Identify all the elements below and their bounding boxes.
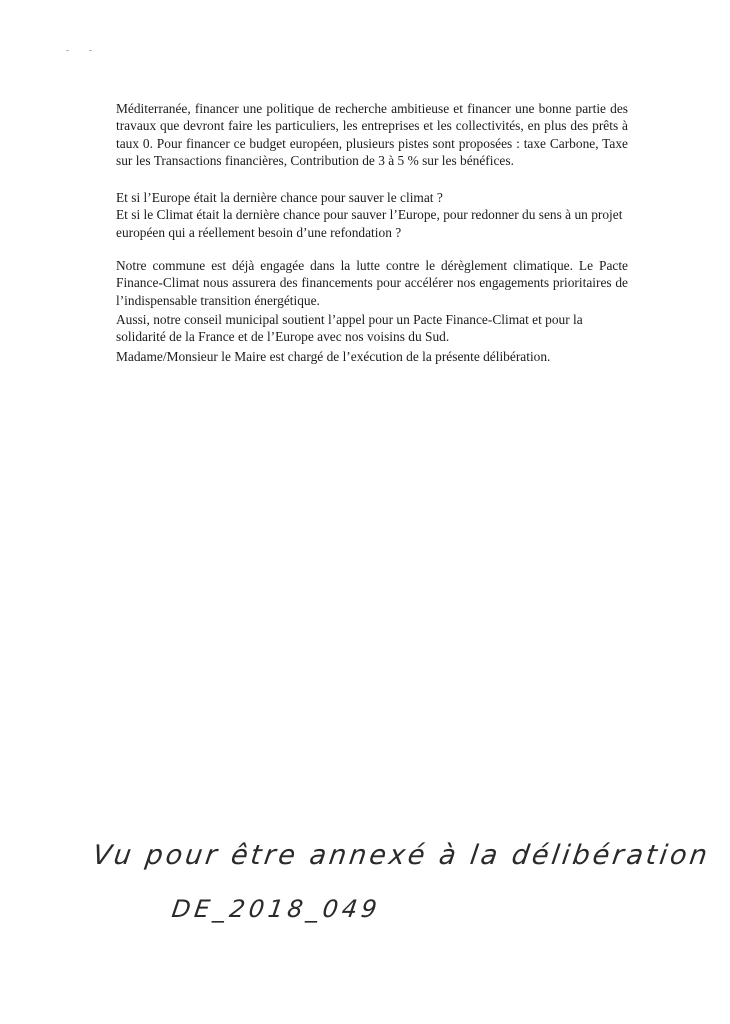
paragraph-execution	[116, 348, 628, 365]
paragraph-support	[116, 311, 628, 346]
paragraph-text: Aussi, notre conseil municipal soutient l’appel pour un Pacte Finance-Climat et pour la solidarité de la France et de l’Europe avec nos voisins du Sud.	[116, 312, 583, 345]
scan-artifact-mark	[89, 50, 92, 51]
scan-artifact-mark	[66, 50, 69, 51]
question-europe-climate: Et si l’Europe était la dernière chance pour sauver le climat ?	[116, 190, 443, 205]
paragraph-text: Madame/Monsieur le Maire est chargé de l’exécution de la présente délibération.	[116, 349, 551, 364]
paragraph-questions	[116, 189, 628, 241]
paragraph-text: Méditerranée, financer une politique de recherche ambitieuse et financer une bonne partie des travaux que devront faire les particuliers, les entreprises et les collectivités, en plus des prêts à taux 0. Pour financer ce budget européen, plusieurs pistes sont proposées : taxe Carbone, Taxe sur les Transactions financières, Contribution de 3 à 5 % sur les bénéfices.	[116, 101, 628, 169]
question-climate-europe: Et si le Climat était la dernière chance pour sauver l’Europe, pour redonner du sens à un projet européen qui a réellement besoin d’une refondation ?	[116, 207, 623, 240]
paragraph-text: Notre commune est déjà engagée dans la lutte contre le dérèglement climatique. Le Pacte Finance-Climat nous assurera des financements pour accélérer nos engagements prioritaires de l’indispensable transition énergétique.	[116, 258, 628, 308]
paragraph-financing	[116, 100, 628, 170]
handwritten-reference-number: DE_2018_049	[170, 895, 383, 923]
paragraph-commitment	[116, 257, 628, 309]
handwritten-annotation: Vu pour être annexé à la délibération	[90, 840, 713, 871]
